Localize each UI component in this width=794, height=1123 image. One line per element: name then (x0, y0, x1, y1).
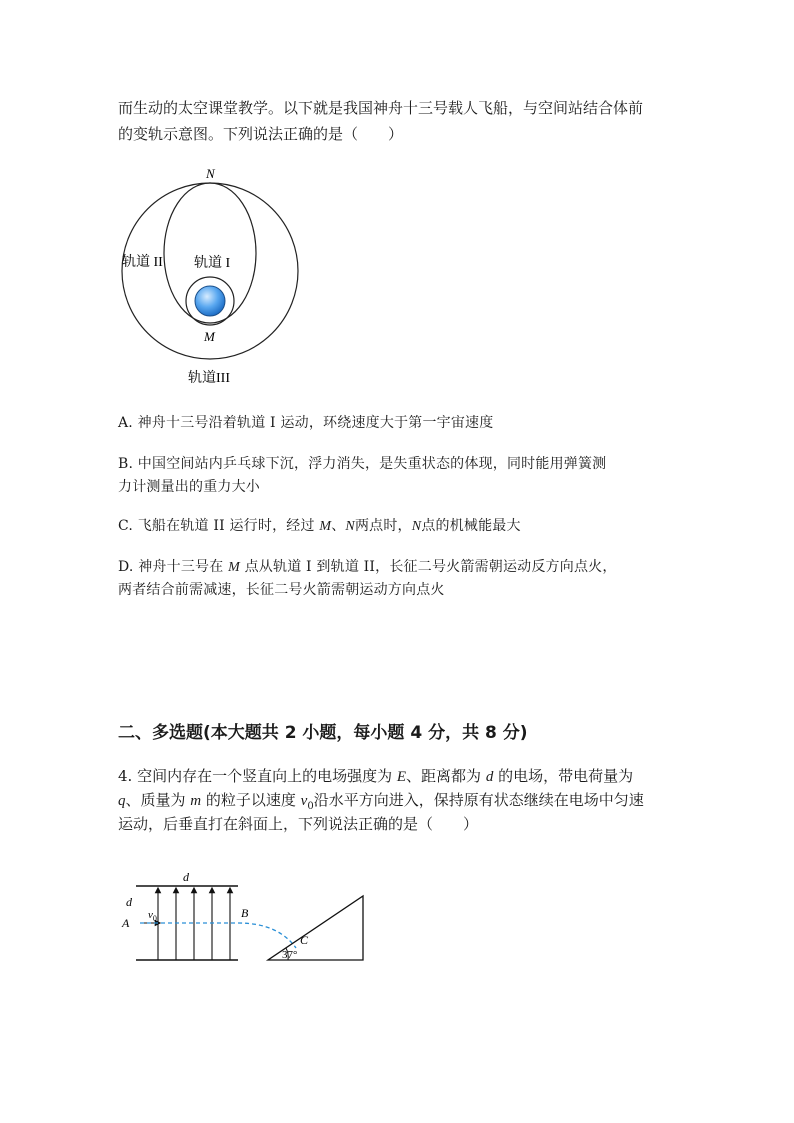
label-orbit-2: 轨道 II (122, 255, 163, 270)
q4-l2c: 沿水平方向进入，保持原有状态继续在电场中匀速 (313, 791, 644, 809)
q3-option-c-M: M (319, 519, 332, 534)
q3-option-a (118, 412, 493, 434)
label-M: M (204, 329, 215, 344)
label-v0: $v_0$ (148, 909, 157, 923)
q3-option-d-text2: 两者结合前需减速，长征二号火箭需朝运动方向点火 (118, 582, 445, 598)
label-orbit-1: 轨道 I (194, 256, 231, 271)
q3-option-c-prefix: C. 飞船在轨道 II 运行时，经过 (118, 518, 320, 534)
q3-stem-line2: 的变轨示意图。下列说法正确的是（ ） (118, 125, 404, 143)
q3-option-b-text1: B. 中国空间站内乒乓球下沉，浮力消失，是失重状态的体现，同时能用弹簧测 (118, 456, 607, 472)
earth-icon (195, 286, 225, 316)
field-diagram (118, 868, 378, 968)
q4-q: q (118, 793, 126, 809)
label-angle: 37° (282, 949, 298, 961)
q4-line2 (118, 790, 644, 817)
q3-stem-line1: 而生动的太空课堂教学。以下就是我国神舟十三号载人飞船，与空间站结合体前 (118, 99, 644, 117)
orbit-diagram (110, 160, 320, 392)
q3-option-b-line2 (118, 476, 260, 498)
q3-option-c-N: N (345, 519, 355, 534)
q3-option-d-prefix: D. 神舟十三号在 (118, 559, 229, 575)
label-orbit-3: 轨道III (188, 371, 230, 386)
q4-line3: 运动，后垂直打在斜面上，下列说法正确的是（ ） (118, 815, 479, 833)
q4-d: d (485, 769, 494, 785)
q3-option-c (118, 515, 521, 538)
q4-v: v (300, 793, 308, 809)
label-d-top: d (183, 870, 189, 884)
q3-option-c-sep: 、 (331, 518, 346, 534)
q3-option-c-N2: N (411, 519, 422, 534)
q4-m: m (190, 793, 202, 809)
q4-line1 (118, 766, 633, 787)
q4-l1c: 的电场，带电荷量为 (493, 767, 634, 785)
section-heading: 二、多选题(本大题共 2 小题，每小题 4 分，共 8 分) (118, 723, 528, 743)
q3-option-a-text: A. 神舟十三号沿着轨道 I 运动，环绕速度大于第一宇宙速度 (118, 415, 494, 431)
q4-l2a: 、质量为 (125, 791, 191, 809)
label-d-side: d (126, 895, 132, 909)
q3-option-c-mid: 两点时， (354, 518, 412, 534)
label-A: A (122, 916, 130, 930)
label-C: C (300, 933, 309, 947)
particle-path (140, 923, 296, 948)
q3-option-d-suffix: 点从轨道 I 到轨道 II，长征二号火箭需朝运动反方向点火， (239, 559, 617, 575)
q3-option-d-line1 (118, 556, 617, 579)
q4-E: E (396, 769, 407, 785)
q3-option-c-suffix: 点的机械能最大 (421, 518, 521, 534)
q3-option-b-line1 (118, 453, 606, 475)
q3-option-b-text2: 力计测量出的重力大小 (118, 479, 260, 495)
q4-l2b: 的粒子以速度 (201, 791, 301, 809)
q3-option-d-M: M (228, 560, 240, 575)
q3-option-d-line2 (118, 579, 445, 601)
q4-v-sub: 0 (307, 801, 314, 812)
label-B: B (241, 906, 249, 920)
label-N: N (206, 166, 215, 181)
q4-l1a: 4. 空间内存在一个竖直向上的电场强度为 (118, 767, 397, 785)
q4-l1b: 、距离都为 (406, 767, 486, 785)
